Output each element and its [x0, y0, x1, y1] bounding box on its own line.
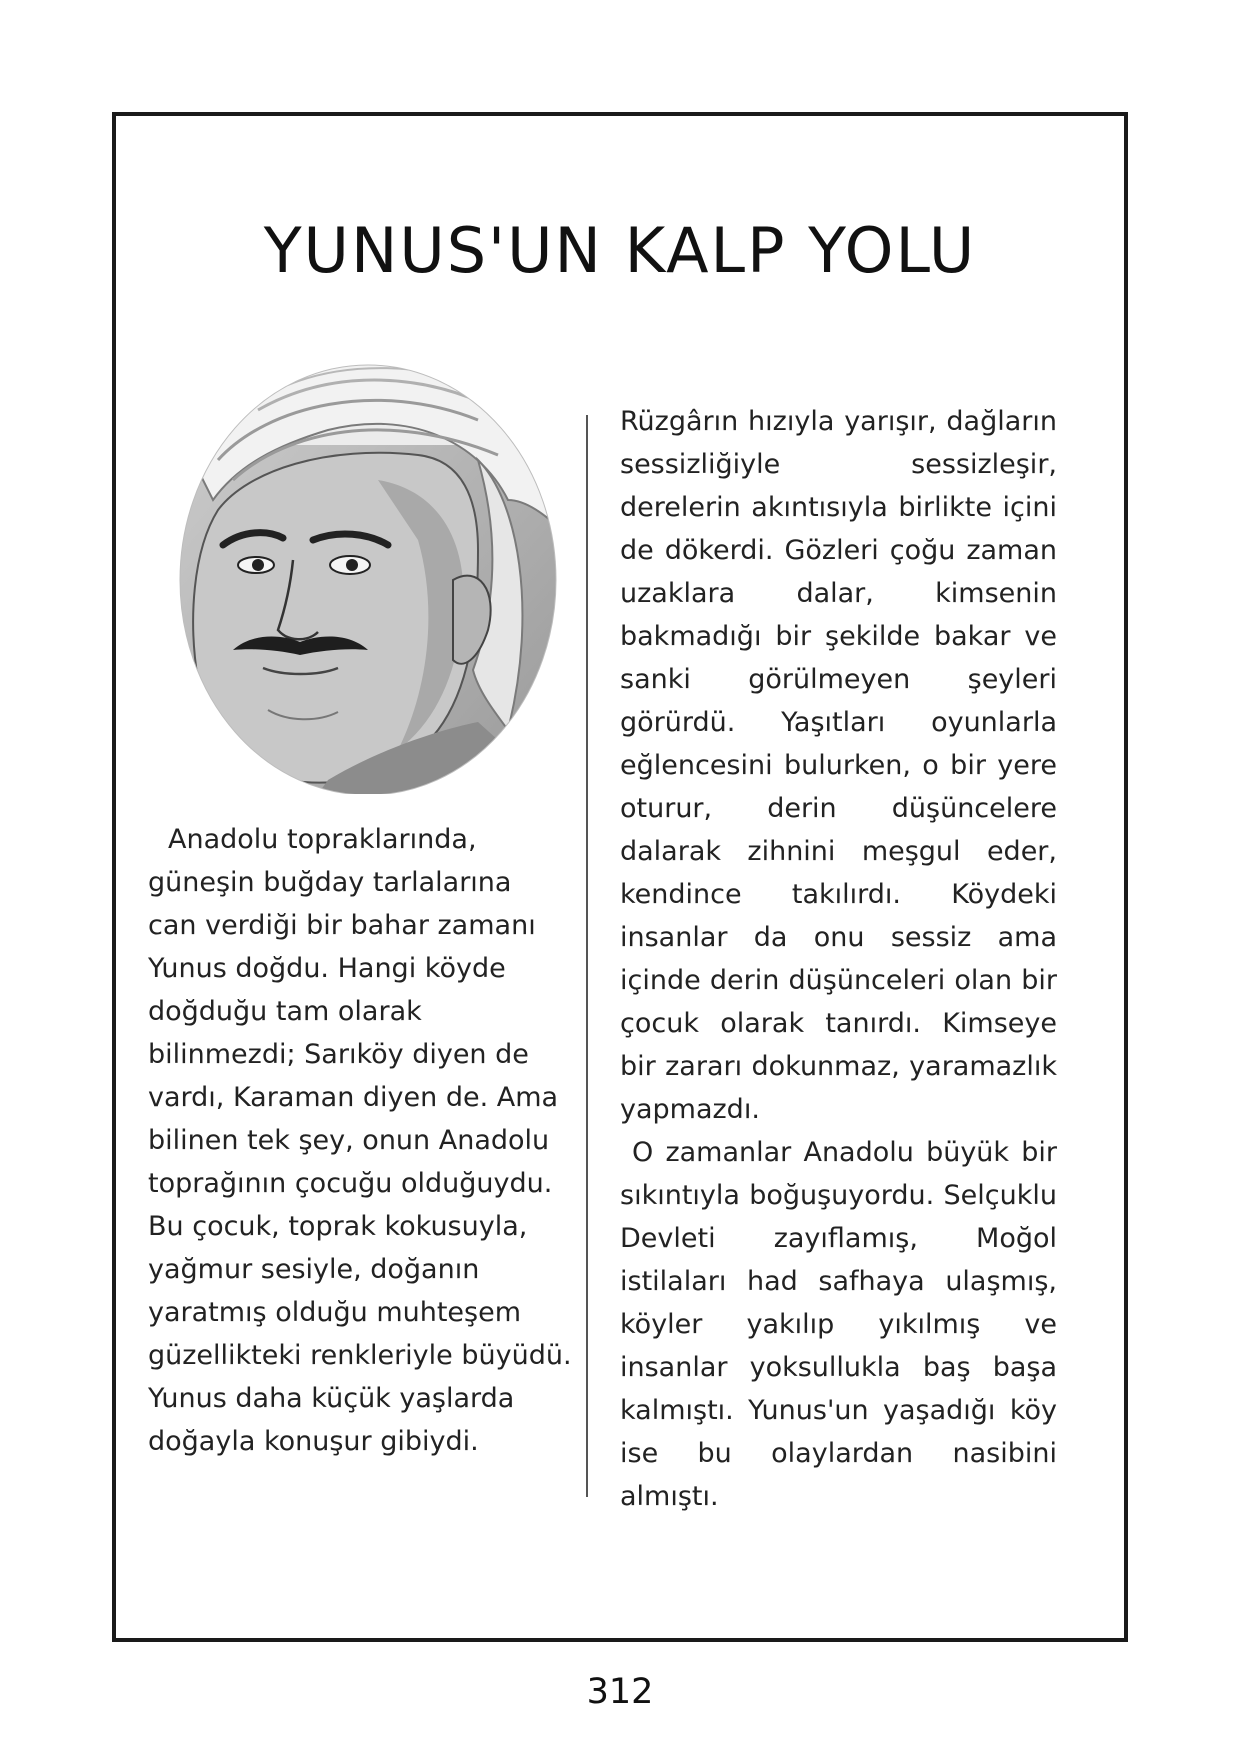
left-line-7: vardı, Karaman diyen de. Ama [148, 1082, 559, 1113]
left-line-13: güzellikteki renkleriyle büyüdü. [148, 1340, 572, 1371]
left-line-15: doğayla konuşur gibiydi. [148, 1426, 479, 1457]
left-line-14: Yunus daha küçük yaşlarda [148, 1383, 515, 1414]
column-divider [586, 415, 588, 1497]
left-line-12: yaratmış olduğu muhteşem [148, 1297, 522, 1328]
left-line-6: bilinmezdi; Sarıköy diyen de [148, 1039, 529, 1070]
left-line-2: güneşin buğday tarlalarına [148, 867, 512, 898]
page-title: YUNUS'UN KALP YOLU [263, 214, 977, 287]
left-line-9: toprağının çocuğu olduğuydu. [148, 1168, 553, 1199]
left-line-11: yağmur sesiyle, doğanın [148, 1254, 480, 1285]
portrait-of-yunus-emre-turban-illustration [178, 350, 558, 794]
left-line-1: Anadolu topraklarında, [168, 824, 477, 855]
left-column-text [148, 818, 572, 1463]
right-column-text [620, 400, 1057, 1518]
left-line-10: Bu çocuk, toprak kokusuyla, [148, 1211, 528, 1242]
right-paragraph-2: O zamanlar Anadolu büyük bir sıkıntıyla boğuşuyordu. Selçuklu Devleti zayıflamış, Moğol istilaları had safhaya ulaşmış, köyler yakılıp yıkılmış ve insanlar yoksullukla baş başa kalmıştı. Yunus'un yaşadığı köy ise bu olaylardan nasibini almıştı. [620, 1137, 1057, 1512]
page-number: 312 [586, 1672, 654, 1712]
left-line-8: bilinen tek şey, onun Anadolu [148, 1125, 550, 1156]
left-line-3: can verdiği bir bahar zamanı [148, 910, 536, 941]
left-line-5: doğduğu tam olarak [148, 996, 422, 1027]
left-line-4: Yunus doğdu. Hangi köyde [148, 953, 506, 984]
right-paragraph-1: Rüzgârın hızıyla yarışır, dağların sessizliğiyle sessizleşir, derelerin akıntısıyla birlikte içini de dökerdi. Gözleri çoğu zaman uzaklara dalar, kimsenin bakmadığı bir şekilde bakar ve sanki görülmeyen şeyleri görürdü. Yaşıtları oyunlarla eğlencesini bulurken, o bir yere oturur, derin düşüncelere dalarak zihnini meşgul eder, kendince takılırdı. Köydeki insanlar da onu sessiz ama içinde derin düşünceleri olan bir çocuk olarak tanırdı. Kimseye bir zararı dokunmaz, yaramazlık yapmazdı. [620, 406, 1057, 1125]
